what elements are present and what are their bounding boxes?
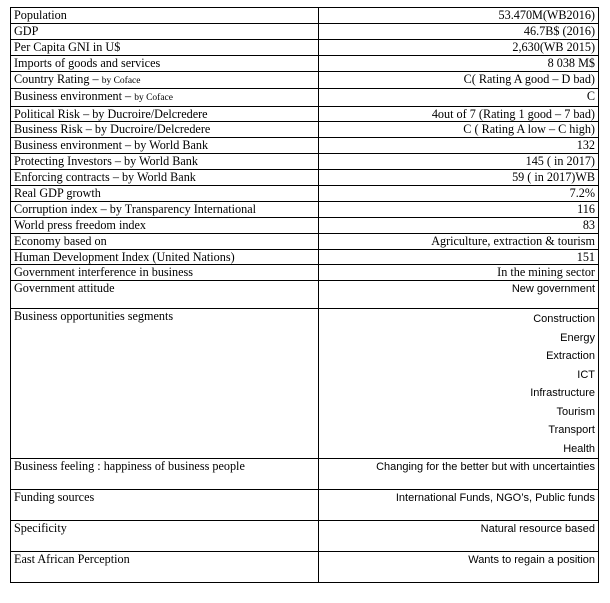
row-value-gdp-growth: 7.2%	[319, 186, 599, 202]
row-label-gdp: GDP	[11, 23, 319, 39]
table-row	[11, 521, 599, 552]
row-label-country-rating	[11, 71, 319, 89]
row-value-press-freedom: 83	[319, 217, 599, 233]
label-main: Business environment –	[14, 89, 135, 104]
row-label-business-env-coface	[11, 89, 319, 107]
list-item: Tourism	[556, 405, 595, 418]
table-row	[11, 23, 599, 39]
row-value-government-attitude	[319, 281, 599, 309]
row-value-business-feeling	[319, 459, 599, 490]
row-value-political-risk: 4out of 7 (Rating 1 good – 7 bad)	[319, 106, 599, 122]
row-value-protecting-investors: 145 ( in 2017)	[319, 154, 599, 170]
row-label-political-risk: Political Risk – by Ducroire/Delcredere	[11, 106, 319, 122]
row-label-business-risk: Business Risk – by Ducroire/Delcredere	[11, 122, 319, 138]
table-row	[11, 309, 599, 459]
perception-text: Wants to regain a position	[468, 554, 595, 567]
row-label-hdi: Human Development Index (United Nations)	[11, 249, 319, 265]
list-item: ICT	[577, 368, 595, 381]
row-value-population: 53.470M(WB2016)	[319, 8, 599, 24]
row-label-gdp-growth: Real GDP growth	[11, 186, 319, 202]
row-value-business-risk: C ( Rating A low – C high)	[319, 122, 599, 138]
table-row	[11, 217, 599, 233]
row-label-imports: Imports of goods and services	[11, 55, 319, 71]
list-item: Energy	[560, 331, 595, 344]
row-value-hdi: 151	[319, 249, 599, 265]
row-value-gdp: 46.7B$ (2016)	[319, 23, 599, 39]
table-row	[11, 8, 599, 24]
country-profile	[10, 7, 598, 583]
row-label-population: Population	[11, 8, 319, 24]
table-row	[11, 122, 599, 138]
row-value-gni: 2,630(WB 2015)	[319, 39, 599, 55]
row-label-business-env-wb: Business environment – by World Bank	[11, 138, 319, 154]
row-value-business-env-wb: 132	[319, 138, 599, 154]
row-label-specificity: Specificity	[11, 521, 319, 552]
table-row	[11, 89, 599, 107]
table-row	[11, 71, 599, 89]
funding-sources-text: International Funds, NGO’s, Public funds	[395, 492, 595, 505]
list-item: Extraction	[546, 350, 595, 363]
row-label-gni: Per Capita GNI in U$	[11, 39, 319, 55]
business-feeling-text: Changing for the better but with uncertainties	[376, 461, 595, 474]
row-label-opportunities: Business opportunities segments	[11, 309, 319, 459]
table-row	[11, 249, 599, 265]
row-value-funding-sources	[319, 490, 599, 521]
row-value-imports: 8 038 M$	[319, 55, 599, 71]
row-label-government-attitude: Government attitude	[11, 281, 319, 309]
table-row	[11, 138, 599, 154]
row-value-specificity	[319, 521, 599, 552]
row-label-funding-sources: Funding sources	[11, 490, 319, 521]
row-label-economy-based-on: Economy based on	[11, 233, 319, 249]
row-label-east-african-perception: East African Perception	[11, 552, 319, 583]
row-value-opportunities	[319, 309, 599, 459]
label-source: by Coface	[134, 93, 173, 104]
row-value-enforcing-contracts: 59 ( in 2017)WB	[319, 170, 599, 186]
row-value-country-rating: C( Rating A good – D bad)	[319, 71, 599, 89]
row-label-press-freedom: World press freedom index	[11, 217, 319, 233]
list-item: Infrastructure	[530, 387, 595, 400]
table-row	[11, 55, 599, 71]
table-row	[11, 106, 599, 122]
table-row	[11, 39, 599, 55]
table-row	[11, 265, 599, 281]
table-row	[11, 490, 599, 521]
label-main: Country Rating –	[14, 71, 102, 86]
row-value-business-env-coface: C	[319, 89, 599, 107]
list-item: Construction	[533, 313, 595, 326]
row-label-government-interference: Government interference in business	[11, 265, 319, 281]
label-source: by Coface	[101, 75, 141, 86]
table-row	[11, 154, 599, 170]
government-attitude-text: New government	[511, 283, 595, 296]
row-value-corruption-index: 116	[319, 201, 599, 217]
row-value-government-interference: In the mining sector	[319, 265, 599, 281]
country-profile-table	[10, 7, 599, 583]
list-item: Transport	[548, 424, 595, 437]
opportunity-segments-list	[322, 309, 595, 458]
list-item: Health	[563, 442, 595, 455]
table-row	[11, 459, 599, 490]
row-value-economy-based-on: Agriculture, extraction & tourism	[319, 233, 599, 249]
table-row	[11, 201, 599, 217]
table-row	[11, 170, 599, 186]
row-label-corruption-index: Corruption index – by Transparency International	[11, 201, 319, 217]
row-label-business-feeling: Business feeling : happiness of business people	[11, 459, 319, 490]
specificity-text: Natural resource based	[480, 523, 595, 536]
table-row	[11, 186, 599, 202]
table-row	[11, 552, 599, 583]
row-label-enforcing-contracts: Enforcing contracts – by World Bank	[11, 170, 319, 186]
table-row	[11, 233, 599, 249]
row-label-protecting-investors: Protecting Investors – by World Bank	[11, 154, 319, 170]
table-row	[11, 281, 599, 309]
row-value-east-african-perception	[319, 552, 599, 583]
